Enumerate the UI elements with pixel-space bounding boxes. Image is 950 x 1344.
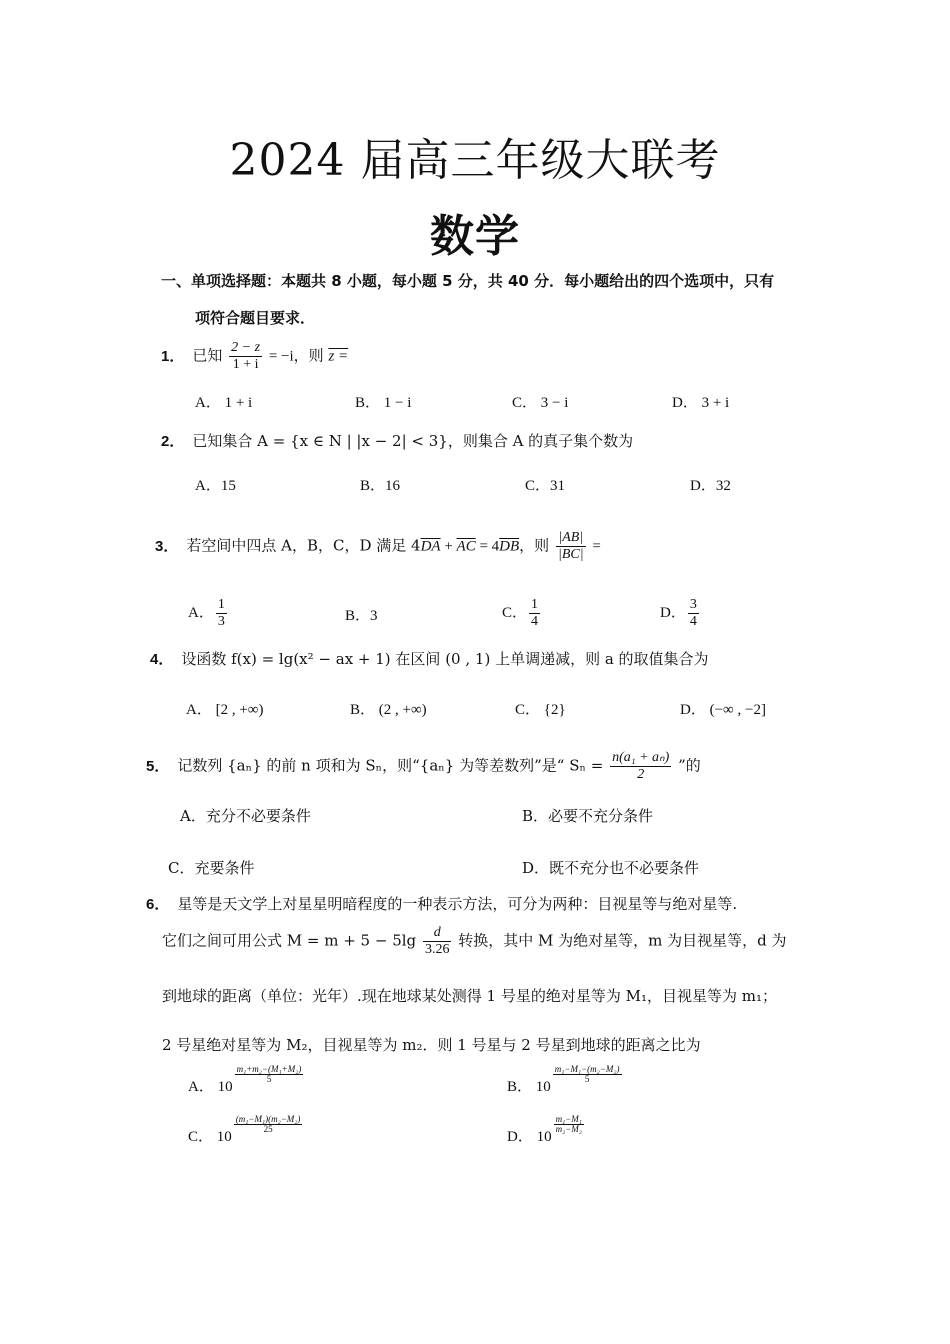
question-number: 5． — [146, 757, 170, 775]
option-a: A． 1 + i — [195, 395, 253, 411]
option-b: B． 10 $\frac{\text{m₁−M₁−(m₂−M₂)}}{5}$ — [507, 1064, 620, 1095]
question-5: 5． 记数列 {aₙ} 的前 n 项和为 Sₙ，则“{aₙ} 为等差数列”是“ Sₙ = $\frac{\text{n(a₁ + aₙ)}}{2}$ ”的 — [146, 750, 701, 783]
question-6-line-2: 它们之间可用公式 M = m + 5 − 5lg $\frac{d}{3.26}$ 转换，其中 M 为绝对星等，m 为目视星等，d 为 — [162, 925, 787, 958]
question-number: 6． — [146, 896, 170, 913]
question-4: 4． 设函数 f(x) = lg(x² − ax + 1) 在区间 (0 , 1) 上单调递减，则 a 的取值集合为 — [150, 650, 709, 668]
question-6: 6． 星等是天文学上对星星明暗程度的一种表示方法，可分为两种：目视星等与绝对星等. — [146, 895, 738, 913]
option-a: A． 10 $\frac{\text{m₁+m₂−(M₁+M₂)}}{5}$ — [188, 1064, 302, 1095]
question-number: 3． — [155, 537, 179, 555]
question-number: 2． — [161, 433, 185, 450]
question-3: 3． 若空间中四点 A，B，C，D 满足 $4\overline{DA} + \overline{AC} = 4\overline{DB}$，则 $\frac{|AB|}{|BC|}$ = — [155, 530, 601, 563]
question-2: 2． 已知集合 A = {x ∈ N | |x − 2| < 3}，则集合 A 的真子集个数为 — [161, 432, 634, 450]
fraction: $\frac{\text{n(a₁ + aₙ)}}{2}$ — [612, 750, 670, 783]
option-b: B． 1 − i — [355, 395, 412, 411]
option-d: D． 3 + i — [672, 395, 730, 411]
option-d: D．32 — [690, 478, 731, 494]
option-a: A． [2 , +∞) — [186, 702, 264, 718]
section-heading: 一、单项选择题：本题共 8 小题，每小题 5 分，共 40 分．每小题给出的四个选项中，只有 — [161, 272, 775, 290]
option-b: B．16 — [360, 478, 401, 494]
option-d: D． 10 $\frac{\text{m₁−M₁}}{\text{m₂−M₂}}$ — [507, 1114, 582, 1145]
question-number: 4． — [150, 651, 174, 668]
fraction: $\frac{|AB|}{|BC|}$ — [557, 530, 584, 563]
option-c: C． 10 $\frac{\text{(m₁−M₁)(m₂−M₂)}}{25}$ — [188, 1114, 301, 1145]
option-c: C． $\frac{1}{4}$ — [502, 597, 539, 630]
option-d: D． (−∞ , −2] — [680, 702, 766, 718]
option-b: B． (2 , +∞) — [350, 702, 427, 718]
option-d: D．既不充分也不必要条件 — [522, 859, 700, 877]
option-d: D． $\frac{3}{4}$ — [660, 597, 697, 630]
fraction: $\frac{d}{3.26}$ — [424, 925, 450, 958]
question-1: 1． 已知 $\frac{2 - z}{1 + i}$ = −i，则 z = — [161, 340, 349, 373]
option-a: A． $\frac{1}{3}$ — [188, 597, 225, 630]
option-b: B．必要不充分条件 — [522, 807, 654, 825]
subject-title: 数学 — [430, 211, 520, 262]
option-a: A．充分不必要条件 — [180, 807, 311, 825]
option-c: C． 3 − i — [512, 395, 569, 411]
option-c: C．充要条件 — [168, 859, 255, 877]
section-heading-cont: 项符合题目要求． — [195, 309, 316, 327]
option-b: B．3 — [345, 608, 378, 624]
question-6-line-3: 到地球的距离（单位：光年）.现在地球某处测得 1 号星的绝对星等为 M₁，目视星等为 m₁； — [162, 987, 777, 1005]
question-6-line-4: 2 号星绝对星等为 M₂，目视星等为 m₂．则 1 号星与 2 号星到地球的距离之比为 — [162, 1036, 701, 1054]
option-c: C． {2} — [515, 702, 566, 718]
option-c: C．31 — [525, 478, 566, 494]
fraction: $\frac{2 - z}{1 + i}$ — [231, 340, 261, 373]
question-number: 1． — [161, 347, 185, 365]
page-title: 2024 届高三年级大联考 — [229, 135, 721, 186]
option-a: A．15 — [195, 478, 236, 494]
